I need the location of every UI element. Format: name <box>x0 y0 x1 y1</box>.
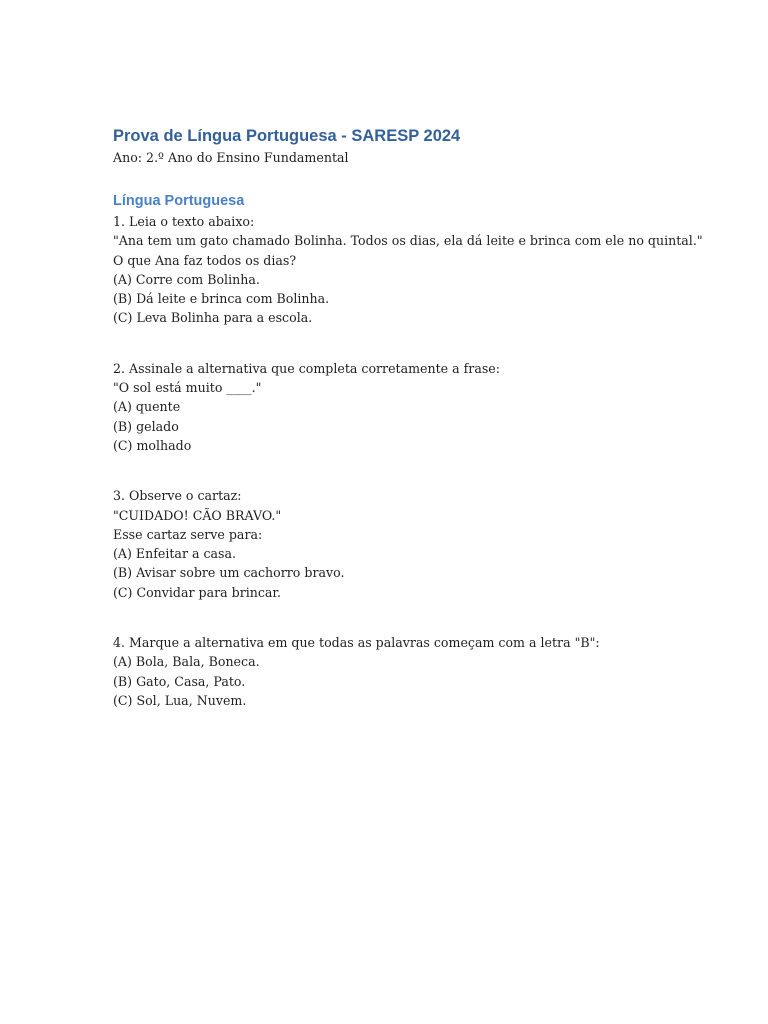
question-quote: "O sol está muito ____." <box>113 380 262 396</box>
option-a: (A) Enfeitar a casa. <box>113 546 237 562</box>
question-2 <box>113 359 713 455</box>
option-b: (B) Dá leite e brinca com Bolinha. <box>113 291 330 307</box>
question-4 <box>113 633 713 710</box>
question-ask: Esse cartaz serve para: <box>113 526 263 542</box>
option-b: (B) gelado <box>113 418 179 434</box>
question-3 <box>113 486 713 602</box>
option-c: (C) Convidar para brincar. <box>113 584 282 600</box>
option-a: (A) quente <box>113 399 181 415</box>
document-page <box>113 124 713 710</box>
question-prompt: 3. Observe o cartaz: <box>113 488 242 504</box>
question-1 <box>113 212 713 328</box>
question-prompt: 4. Marque a alternativa em que todas as palavras começam com a letra "B": <box>113 635 600 651</box>
question-ask: O que Ana faz todos os dias? <box>113 252 297 268</box>
question-prompt: 2. Assinale a alternativa que completa corretamente a frase: <box>113 360 500 376</box>
option-c: (C) Leva Bolinha para a escola. <box>113 310 313 326</box>
option-a: (A) Bola, Bala, Boneca. <box>113 654 260 670</box>
option-c: (C) Sol, Lua, Nuvem. <box>113 692 247 708</box>
question-quote: "CUIDADO! CÃO BRAVO." <box>113 507 282 523</box>
option-c: (C) molhado <box>113 437 192 453</box>
option-b: (B) Gato, Casa, Pato. <box>113 673 246 689</box>
question-prompt: 1. Leia o texto abaixo: <box>113 214 255 229</box>
document-title: Prova de Língua Portuguesa - SARESP 2024 <box>113 127 461 145</box>
option-b: (B) Avisar sobre um cachorro bravo. <box>113 565 345 581</box>
question-quote: "Ana tem um gato chamado Bolinha. Todos os dias, ela dá leite e brinca com ele no quintal." <box>113 233 703 249</box>
section-heading: Língua Portuguesa <box>113 193 245 209</box>
option-a: (A) Corre com Bolinha. <box>113 271 260 287</box>
grade-level: Ano: 2.º Ano do Ensino Fundamental <box>113 150 349 165</box>
